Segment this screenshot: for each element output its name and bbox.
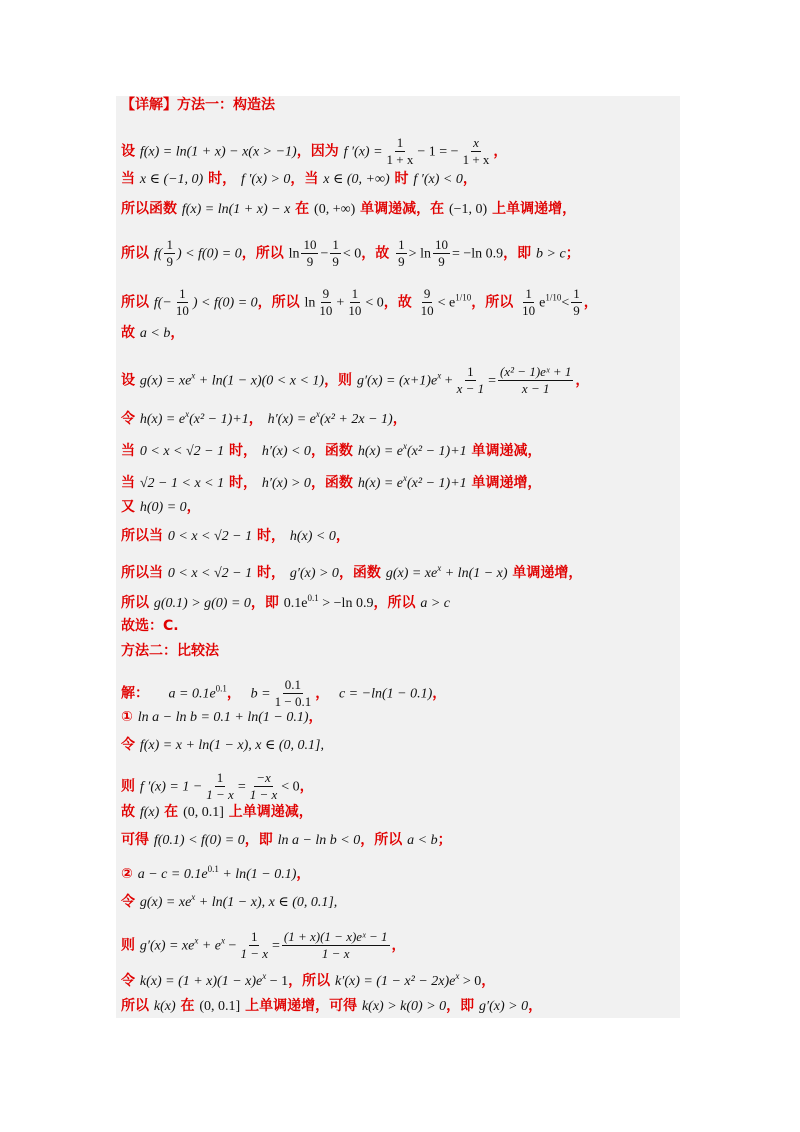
line-derivative-g2: 则 $g'(x) = xe^x + e^x$ − $\frac{1}{1 - x}$ = $\frac{\text{(1 + x)(1 − x)eˣ − 1}}{1 - x}$ ， xyxy=(121,929,406,961)
line-define-h: 令 $h(x) = e^x(x^2 - 1)+1$， $h'(x) = e^x(x^2 + 2x - 1)$， xyxy=(121,409,407,427)
line-monotonicity-f: 所以函数 f(x) = ln(1 + x) − x 在 (0, +∞) 单调递减，在 (−1, 0) 上单调递增， xyxy=(121,201,577,217)
line-values-abc: 解： $a = 0.1e^{0.1}$， b = $\frac{0.1}{1 - 0.1}$ ， c = −ln(1 − 0.1)， xyxy=(121,677,447,709)
line-h-zero: 又 h(0) = 0， xyxy=(121,499,201,515)
line-a-greater-c: 所以 g(0.1) > g(0) = 0，即 $0.1e^{0.1} > -\ln$ 0.9，所以 a > c xyxy=(121,593,450,611)
heading-method-one: 【详解】方法一：构造法 xyxy=(121,97,275,113)
line-a-less-b-setup: 所以 f(− $\frac{1}{10}$ ) < f(0) = 0，所以 ln $\frac{9}{10}$ + $\frac{1}{10}$ < 0，故 $\frac{9}{10}$ < $e^{1/10}$，所以 $\frac{1}{10}$ $e^{1/10}<$ $\frac{1}{9}$ ， xyxy=(121,286,598,318)
line-k-increasing: 所以 k(x) 在 (0, 0.1] 上单调递增，可得 k(x) > k(0) > 0，即 g′(x) > 0， xyxy=(121,998,543,1014)
line-f2-decreasing: 故 f(x) 在 (0, 0.1] 上单调递减， xyxy=(121,804,313,820)
line-define-k: 令 $k(x) = (1 + x)(1 - x)e^x - 1$，所以 $k'(x) = (1 - x^2 - 2x)e^x > 0$， xyxy=(121,971,496,989)
line-h-increasing: 当 √2 − 1 < x < 1 时， h′(x) > 0，函数 $h(x) = e^x(x^2 - 1)+1$ 单调递增， xyxy=(121,473,542,491)
answer-choice: 故选：C. xyxy=(121,618,179,634)
line-a-less-b-method-two: 可得 f(0.1) < f(0) = 0，即 ln a − ln b < 0，所以 a < b； xyxy=(121,832,452,848)
line-define-g: 设 $g(x) = xe^x + \ln(1 - x)(0 < x < 1)$，则 $g'(x) = (x+1)e^x$ + $\frac{1}{x - 1}$ = $\frac{\text{(x² − 1)eˣ + 1}}{x - 1}$ ， xyxy=(121,364,590,396)
line-define-g2: 令 $g(x) = xe^x + \ln(1 - x)$, x ∈ (0, 0.1], xyxy=(121,892,338,910)
line-step-two: ② $a - c = 0.1e^{0.1} + \ln(1 - 0.1)$， xyxy=(121,864,311,882)
line-b-greater-c: 所以 f( $\frac{1}{9}$ ) < f(0) = 0，所以 ln $\frac{10}{9}$ − $\frac{1}{9}$ < 0，故 $\frac{1}{9}$ > ln $\frac{10}{9}$ = −ln 0.9，即 b > c； xyxy=(121,237,580,269)
line-h-negative: 所以当 0 < x < √2 − 1 时， h(x) < 0， xyxy=(121,528,350,544)
line-derivative-f2: 则 f ′(x) = 1 − $\frac{1}{1 - x}$ = $\frac{-x}{1 - x}$ < 0， xyxy=(121,770,314,802)
heading-method-two: 方法二：比较法 xyxy=(121,643,219,659)
line-define-f2: 令 f(x) = x + ln(1 − x), x ∈ (0, 0.1], xyxy=(121,737,324,753)
line-h-decreasing: 当 0 < x < √2 − 1 时， h′(x) < 0，函数 $h(x) = e^x(x^2 - 1)+1$ 单调递减， xyxy=(121,441,542,459)
line-g-increasing: 所以当 0 < x < √2 − 1 时， g′(x) > 0，函数 $g(x) = xe^x + \ln(1 - x)$ 单调递增， xyxy=(121,563,583,581)
line-step-one: ① ln a − ln b = 0.1 + ln(1 − 0.1)， xyxy=(121,709,323,725)
line-a-less-b: 故 a < b， xyxy=(121,325,185,341)
line-sign-of-derivative: 当 x ∈ (−1, 0) 时， f ′(x) > 0，当 x ∈ (0, +∞) 时 f ′(x) < 0， xyxy=(121,171,477,187)
line-define-f: 设 f(x) = ln(1 + x) − x(x > −1)，因为 f ′(x) = $\frac{1}{1 + x}$ − 1 = − $\frac{x}{1 + x}$ ， xyxy=(121,135,508,167)
